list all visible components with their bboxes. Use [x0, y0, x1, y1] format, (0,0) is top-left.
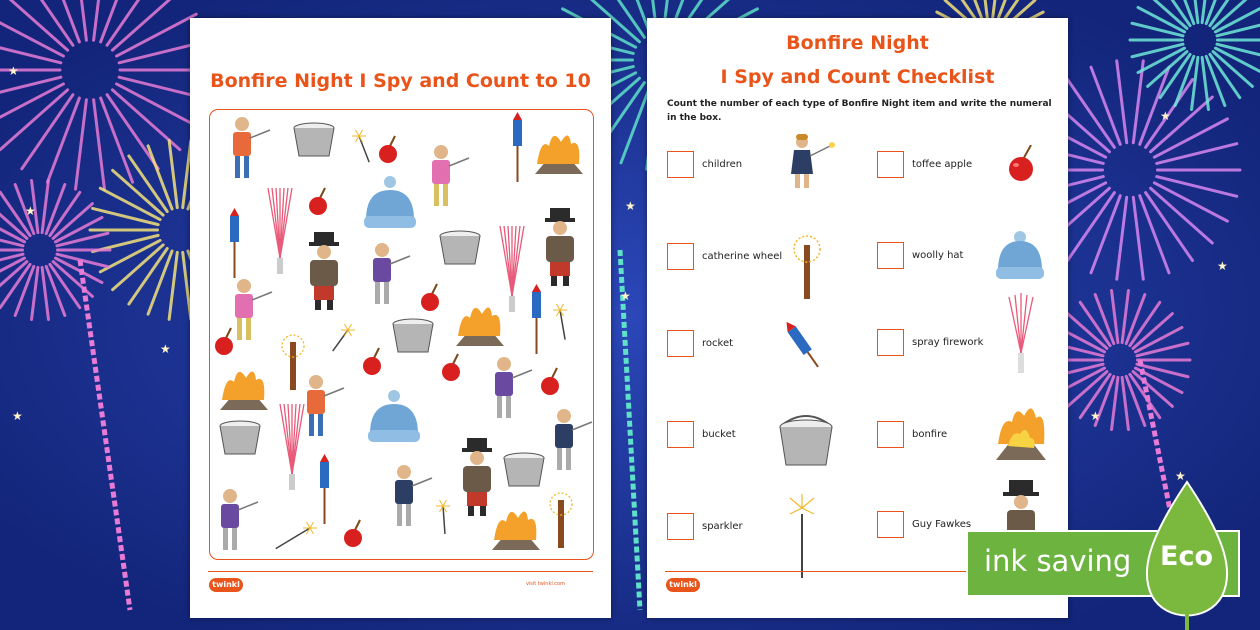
bucket-icon: [777, 411, 835, 471]
svg-text:★: ★: [160, 342, 171, 356]
count-box[interactable]: [667, 513, 694, 540]
count-box[interactable]: [877, 329, 904, 356]
checklist-title-line1: Bonfire Night: [786, 32, 929, 54]
woolly-hat-icon: [992, 229, 1048, 285]
svg-text:★: ★: [25, 204, 36, 218]
count-box[interactable]: [667, 421, 694, 448]
svg-text:★: ★: [1217, 259, 1228, 273]
svg-text:★: ★: [620, 289, 631, 303]
footer-divider: [208, 571, 593, 572]
picture-frame: [209, 109, 594, 560]
svg-text:★: ★: [1175, 469, 1186, 483]
footer-url: visit twinkl.com: [525, 581, 565, 587]
item-label: catherine wheel: [702, 251, 783, 262]
checklist-row-catherine-wheel: [667, 243, 782, 270]
bonfire-icon: [992, 398, 1050, 464]
count-box[interactable]: [667, 151, 694, 178]
item-label: sparkler: [702, 521, 743, 532]
checklist-row-guy-fawkes: [877, 511, 971, 538]
twinkl-logo: twinkl: [209, 578, 243, 592]
count-box[interactable]: [877, 511, 904, 538]
count-box[interactable]: [877, 151, 904, 178]
checklist-row-bonfire: [877, 421, 947, 448]
item-label: children: [702, 159, 743, 170]
sheet-title: Bonfire Night I Spy and Count to 10: [210, 70, 591, 92]
item-label: toffee apple: [912, 159, 973, 170]
checklist-row-children: [667, 151, 742, 178]
item-label: Guy Fawkes: [912, 519, 972, 530]
checklist-row-spray-firework: [877, 329, 983, 356]
twinkl-logo: twinkl: [666, 578, 700, 592]
item-label: woolly hat: [912, 250, 964, 261]
checklist-row-toffee-apple: [877, 151, 972, 178]
count-box[interactable]: [877, 421, 904, 448]
instructions: Count the number of each type of Bonfire Night item and write the numeral in the box.: [667, 99, 1052, 123]
checklist-row-bucket: [667, 421, 736, 448]
child-icon: [782, 130, 842, 200]
checklist-row-sparkler: [667, 513, 743, 540]
checklist-sheet: [647, 18, 1068, 618]
item-label: bucket: [702, 429, 736, 440]
item-label: spray firework: [912, 337, 984, 348]
count-box[interactable]: [877, 242, 904, 269]
svg-text:★: ★: [625, 199, 636, 213]
item-label: rocket: [702, 338, 734, 349]
toffee-apple-icon: [1003, 145, 1039, 183]
count-box[interactable]: [667, 243, 694, 270]
spray-firework-icon: [1003, 293, 1039, 375]
catherine-wheel-icon: [787, 231, 827, 301]
rocket-icon: [782, 316, 822, 374]
checklist-row-rocket: [667, 330, 733, 357]
svg-text:★: ★: [1090, 409, 1101, 423]
ink-saving-label: ink saving: [984, 544, 1132, 578]
svg-text:★: ★: [1160, 109, 1171, 123]
checklist-row-woolly-hat: [877, 242, 963, 269]
svg-text:★: ★: [12, 409, 23, 423]
sparkler-icon: [787, 494, 817, 580]
checklist-title-line2: I Spy and Count Checklist: [720, 66, 995, 88]
svg-text:★: ★: [8, 64, 19, 78]
item-label: bonfire: [912, 429, 948, 440]
eco-label: Eco: [1160, 541, 1213, 572]
i-spy-scene: [210, 110, 593, 559]
count-box[interactable]: [667, 330, 694, 357]
i-spy-picture-sheet: [190, 18, 611, 618]
